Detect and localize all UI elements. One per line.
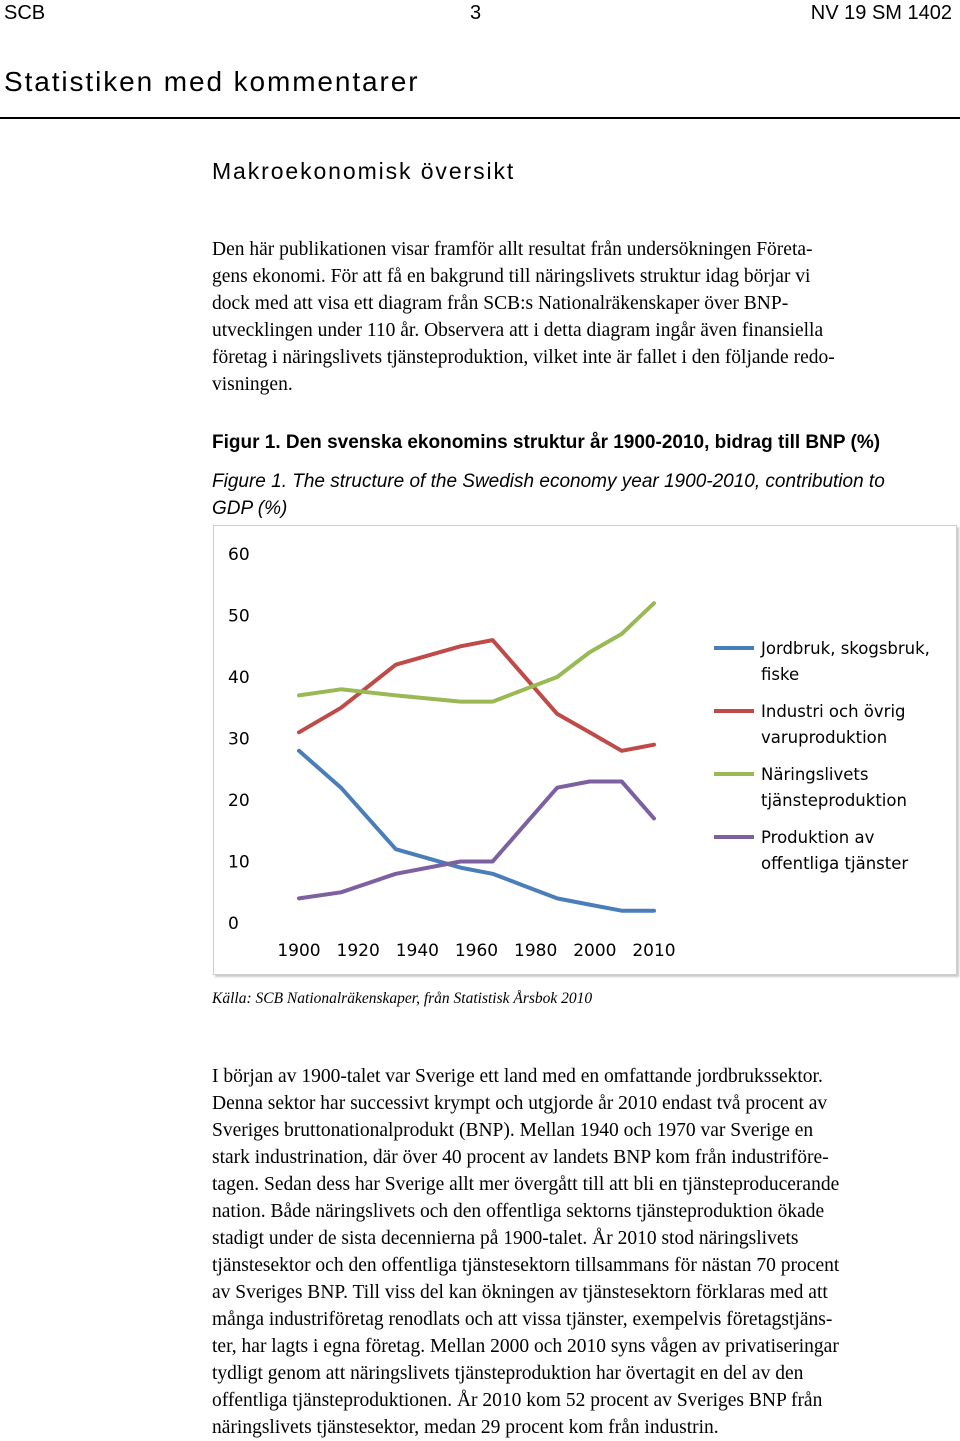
- title-divider: [0, 117, 960, 119]
- figure-source: Källa: SCB Nationalräkenskaper, från Statistisk Årsbok 2010: [212, 990, 593, 1007]
- body-line: tjänstesektor och den offentliga tjänstesektorn tillsammans för nästan 70 procent: [212, 1255, 840, 1276]
- intro-line: dock med att visa ett diagram från SCB:s Nationalräkenskaper över BNP-: [212, 293, 789, 314]
- intro-line: Den här publikationen visar framför allt resultat från undersökningen Företa-: [212, 239, 813, 260]
- figure-title-swedish: Figur 1. Den svenska ekonomins struktur år 1900-2010, bidrag till BNP (%): [212, 432, 881, 453]
- header-series-id: NV 19 SM 1402: [810, 2, 952, 24]
- y-tick-label: 30: [228, 729, 250, 750]
- y-tick-label: 10: [228, 852, 250, 873]
- body-line: tagen. Sedan dess har Sverige allt mer övergått till att bli en tjänsteproducerande: [212, 1174, 840, 1195]
- figure-title-english: [212, 468, 952, 522]
- x-tick-label: 1940: [395, 941, 439, 961]
- body-line: Denna sektor har successivt krympt och utgjorde år 2010 endast två procent av: [212, 1093, 828, 1114]
- body-line: tydligt genom att näringslivets tjänsteproduktion har övertagit en del av den: [212, 1363, 804, 1384]
- legend-label: tjänsteproduktion: [761, 791, 907, 810]
- legend-label: fiske: [761, 665, 800, 684]
- x-tick-label: 2010: [632, 941, 676, 961]
- x-tick-label: 1900: [277, 941, 321, 961]
- series-line: [299, 603, 654, 701]
- legend-label: varuproduktion: [761, 728, 888, 747]
- header-publisher: SCB: [4, 2, 46, 24]
- y-tick-label: 0: [228, 914, 239, 934]
- legend-label: offentliga tjänster: [761, 854, 909, 873]
- intro-line: visningen.: [212, 374, 293, 395]
- figure-title-english-line: GDP (%): [212, 498, 288, 519]
- series-line: [299, 640, 654, 751]
- body-line: stadigt under de sista decennierna på 1900-talet. År 2010 stod näringslivets: [212, 1228, 799, 1249]
- line-chart: [213, 525, 957, 975]
- body-line: offentliga tjänsteproduktionen. År 2010 kom 52 procent av Sveriges BNP från: [212, 1390, 823, 1411]
- intro-line: företag i näringslivets tjänsteproduktion, vilket inte är fallet i den följande redo-: [212, 347, 835, 368]
- x-tick-label: 1920: [336, 941, 380, 961]
- legend-label: Produktion av: [761, 828, 875, 847]
- x-tick-label: 1960: [454, 941, 499, 961]
- y-tick-label: 50: [228, 606, 250, 627]
- intro-line: gens ekonomi. För att få en bakgrund till näringslivets struktur idag börjar vi: [212, 266, 811, 287]
- chart-canvas: [214, 526, 956, 974]
- legend-label: Näringslivets: [761, 765, 869, 784]
- body-line: näringslivets tjänstesektor, medan 29 procent kom från industrin.: [212, 1417, 719, 1438]
- y-tick-label: 40: [228, 668, 250, 688]
- body-line: Sveriges bruttonationalprodukt (BNP). Mellan 1940 och 1970 var Sverige en: [212, 1120, 814, 1141]
- x-tick-label: 2000: [573, 941, 617, 961]
- intro-line: utvecklingen under 110 år. Observera att i detta diagram ingår även finansiella: [212, 320, 824, 341]
- legend-label: Jordbruk, skogsbruk,: [761, 639, 930, 658]
- y-tick-label: 60: [228, 545, 250, 565]
- section-title: Makroekonomisk översikt: [212, 158, 516, 184]
- page-title: Statistiken med kommentarer: [4, 66, 420, 97]
- intro-paragraph: [212, 236, 942, 398]
- page-number: 3: [470, 2, 482, 24]
- body-line: I början av 1900-talet var Sverige ett land med en omfattande jordbrukssektor.: [212, 1066, 823, 1087]
- figure-title-english-line: Figure 1. The structure of the Swedish economy year 1900-2010, contribution to: [212, 471, 885, 492]
- body-line: ter, har lagts i egna företag. Mellan 2000 och 2010 syns vågen av privatiseringar: [212, 1336, 839, 1357]
- body-paragraph: [212, 1063, 942, 1441]
- y-tick-label: 20: [228, 791, 250, 811]
- body-line: nation. Både näringslivets och den offentliga sektorns tjänsteproduktion ökade: [212, 1201, 825, 1222]
- body-line: av Sveriges BNP. Till viss del kan ökningen av tjänstesektorn förklaras med att: [212, 1282, 828, 1303]
- x-tick-label: 1980: [514, 941, 558, 961]
- legend-label: Industri och övrig: [761, 702, 906, 721]
- body-line: stark industrination, där över 40 procent av landets BNP kom från industriföre-: [212, 1147, 829, 1168]
- body-line: många industriföretag renodlats och att vissa tjänster, exempelvis företagstjäns-: [212, 1309, 833, 1330]
